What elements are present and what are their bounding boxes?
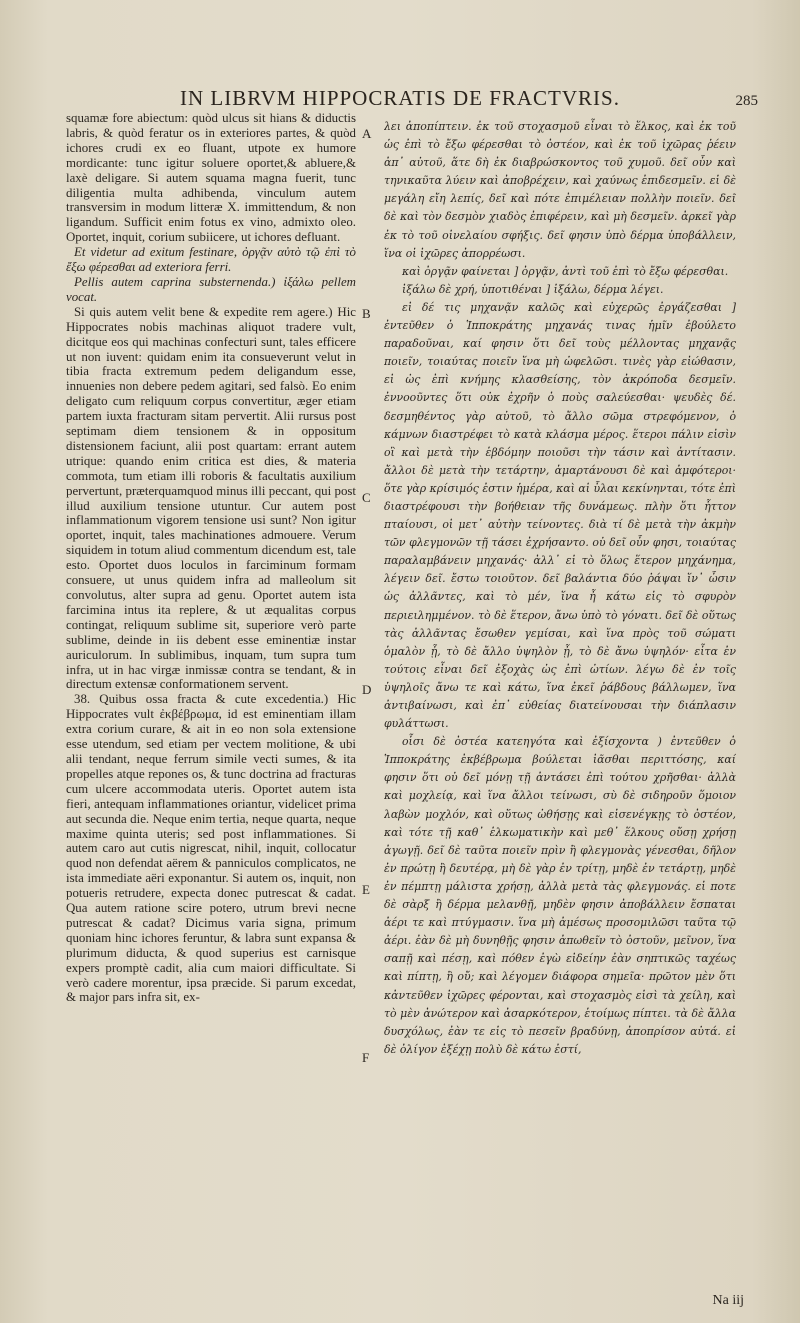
latin-paragraph: Si quis autem velit bene & expedite rem agere.) Hic Hippocrates nobis machinas aliquot tradere vult, dicitque eos qui machinas confecturi sunt, tales efficere ut non iuvent: quidam enim ita consueverunt velut in tibia fracta extremum pedem deligandum esse, innuenies non debere pedem agitari, sed falsò. Eo enim deligato cum reliquum corpus convertitur, æger etiam partem iuxta fracturam sitam pervertit. Alii rursus post septimam diem tensionem & in oppositum distensionem faciunt, alii post quartam: errant autem utrique: quando enim critica est dies, & materia commota, tum etiam illi roboris & facultatis auxilium pervertunt, præterquamquod minus illi peccant, qui post illud auxilium tensione utuntur. Cur autem post inflammationum vigorem tensione usi sunt? Non igitur oportet, inquit, tales machinationes admouere. Verum siquidem in totum aliud commentum dicendum est, tale esto. Oportet duos loculos in farciminum formam consuere, ut unus quidem infra ad malleolum sit convolutus, alter supra ad genu. Oportet autem ista farcimina intus ita replere, & ut æqualitas corpus contingat, reliquum sublime sit, superiore verò parte sublime, deinde in iis debent esse eminentiæ instar auriculorum. In sublimibus, inquam, tum supra tum infra, ut in hac virgæ inmissæ contra se tendant, & in directum extensæ conformationem servent.: [66, 304, 356, 692]
signature-mark: Na iij: [712, 1293, 744, 1308]
margin-letter: C: [362, 490, 371, 505]
greek-column: [384, 118, 736, 1293]
margin-letter: E: [362, 882, 370, 897]
greek-paragraph: εἰ δέ τις μηχανᾷν καλῶς καὶ εὐχερῶς ἐργάζεσθαι ] ἐντεῦθεν ὁ Ἱπποκράτης μηχανάς τινας ἡμῖν ἐβούλετο παραδοῦναι, καί φησιν ὅτι δεῖ τοὺς μέλλοντας μηχανᾷς ποιεῖν, τοιαύτας ποιεῖν ἵνα μὴ ὠφελῶσι. τινὲς γὰρ εἰώθασιν, εἰ ὡς ἐπὶ κνήμης κλασθείσης, τὸν ἀκρόποδα δεσμεῖν. ἐννοοῦντες ὅτι οὐκ ἐχρῆν ὁ ποὺς σαλεύεσθαι· ψευδὲς δέ. δεσμηθέντος γὰρ αὐτοῦ, τὸ ἄλλο σῶμα στρεφόμενον, ὁ κάμνων διαστρέφει τὸ κατὰ κλάσμα μέρος. ἕτεροι πάλιν εἰσὶν οἳ καὶ μετὰ τὴν ἑβδόμην ποιοῦσι τὴν τάσιν καὶ ἀντίτασιν. ἄλλοι δὲ μετὰ τὴν τετάρτην, ἁμαρτάνουσι δὲ καὶ ἀμφότεροι· ὅτε γὰρ κρίσιμός ἐστιν ἡμέρα, καὶ αἱ ὗλαι κεκίνηνται, τότε ἐπὶ διαστρέφουσι τὴν βοήθειαν τῆς δυνάμεως. πλὴν ὅτι ἧττον πταίουσι, οἱ μετ᾽ αὐτὴν τείνοντες. διὰ τί δὲ μετὰ τὴν ἀκμὴν τῶν φλεγμονῶν τῇ τάσει ἐχρήσαντο. οὐ δεῖ οὖν φησι, τοιαύτας παραλαμβάνειν μηχανάς· ἀλλ᾽ εἰ τὸ ὅλως ἕτερον μηχάνημα, λέγειν δεῖ. ἔστω τοιοῦτον. δεῖ βαλάντια δύο ῥάψαι ἵν᾽ ὦσιν ὡς ἀλλᾶντες, καὶ τὸ μέν, ἵνα ἦ κάτω εἰς τὸ σφυρὸν περιειλημμένον. τὸ δὲ ἕτερον, ἄνω ὑπὸ τὸ γόνατι. δεῖ δὲ οὕτως τὰς ἀλλᾶντας ἔσωθεν γεμίσαι, καὶ ἵνα πρὸς τοῦ σώματι ὁμαλὸν ᾖ, τὸ δὲ ἄλλο ὑψηλὸν ᾖ, τὸ δὲ ἄνω ὑψηλόν· εἶτα ἐν τούτοις εἶναι δεῖ ἐξοχὰς ὡς ἐπὶ ὠτίων. λέγω δὲ ἐν τοῖς ὑψηλοῖς ἄνω τε καὶ κάτω, ἵνα ἐκεῖ ῥάβδους βάλλωμεν, ἵνα ἀντιβαίνωσι, καὶ ἐπ᾽ εὐθείας διατείνουσαι τὴν διάπλασιν φυλάττωσι.: [384, 300, 736, 731]
margin-letter: B: [362, 306, 371, 321]
latin-paragraph: Et videtur ad exitum festinare, ὀργᾷν αὐτὸ τῷ ἐπὶ τὸ ἔξω φέρεσθαι ad exteriora ferri.: [66, 245, 356, 275]
latin-column: [66, 111, 356, 1291]
greek-paragraph: καὶ ὀργᾷν φαίνεται ] ὀργᾷν, ἀντὶ τοῦ ἐπὶ τὸ ἔξω φέρεσθαι.: [402, 264, 729, 278]
greek-paragraph: οἷσι δὲ ὀστέα κατεηγότα καὶ ἐξίσχοντα ) ἐντεῦθεν ὁ Ἱπποκράτης ἐκβέβρωμα βούλεται ἰᾶσθαι περιττόσης, καί φησιν ὅτι οὐ δεῖ μόνῃ τῇ ἀντάσει ἐπὶ τούτου χρῆσθαι· ἀλλὰ καὶ μοχλείᾳ, καὶ ἵνα ἄλλοι τείνωσι, σὺ δὲ σιδηροῦν ὅμοιον λαβὼν μοχλόν, καὶ οὕτως ὠθήσῃς καὶ εἰσενέγκῃς τὸ ὀστέον, καὶ τότε τῇ καθ᾽ ἑλκωματικὴν καὶ μεθ᾽ ἕλκους οὔσῃ χρήσῃ ἀγωγῇ. δεῖ δὲ ταῦτα ποιεῖν πρὶν ἢ φλεγμονὰς γένεσθαι, δῆλον ἐν πρώτῃ ἢ δευτέρᾳ, μὴ δὲ γὰρ ἐν τρίτῃ, μηδὲ ἐν τετάρτῃ, μηδὲ ἐν πέμπτῃ μάλιστα χρήσῃ, ἀλλὰ μετὰ τὰς φλεγμονάς. εἰ ποτε δὲ σὰρξ ἢ δέρμα μελανθῇ, μηδὲν φησιν ἀποβάλλειν ἔσπαται ἀέρι τε καὶ πτύγμασιν. ἵνα μὴ ἀμέσως προσομιλῶσι ταῦτα τῷ ἀέρι. ἐὰν δὲ μὴ δυνηθῇς φησιν ἀπωθεῖν τὸ ὀστοῦν, μεῖνον, ἵνα σαπῇ καὶ πέσῃ, καὶ πόθεν ἐγὼ εἰδείην ἐὰν σηπτικῶς ταχέως καὶ πίπτῃ, ἢ οὔ; καὶ λέγομεν διάφορα σημεῖα· πρῶτον μὲν ὅτι κἀντεῦθεν ἰχῶρες φέρονται, καὶ στοχασμὸς εἰσὶ τὰ χείλη, καὶ τὸ μὲν ἀνώτερον καὶ ἀσαρκότερον, ἑτοίμως πίπτει. τὰ δὲ ἄλλα δυσχόλως, ἐὰν τε εἰς τὸ πεσεῖν βραδύνῃ, ἀποπρίσον αὐτά. εἰ δὲ ὀλίγον ἐξέχῃ πολὺ δὲ κάτω ἐστί,: [384, 735, 736, 1056]
page-number: 285: [735, 93, 758, 109]
greek-paragraph: ἰξάλω δὲ χρή, ὑποτιθέναι ] ἰξάλω, δέρμα λέγει.: [402, 282, 664, 296]
margin-letter: F: [362, 1050, 370, 1065]
latin-paragraph: squamæ fore abiectum: quòd ulcus sit hians & diductis labris, & quòd feratur os in exteriores partes, & quòd ichores crudi ex eo fluant, utpote ex humore mordicante: tunc igitur soluere oportet,& abluere,& laxè deligare. Si autem squama magna fuerit, tunc diligentia multa adhibenda, vinculum autem transversim in modum litteræ X. immittendum, & non ligandum. Sufficit enim fotus ex vino, admixto oleo. Oportet, inquit, corium subiicere, ut ichores defluant.: [66, 111, 356, 245]
margin-letter: D: [362, 682, 372, 697]
running-title: IN LIBRVM HIPPOCRATIS DE FRACTVRIS.: [180, 86, 620, 110]
latin-paragraph: 38. Quibus ossa fracta & cute excedentia.) Hic Hippocrates vult ἐκβέβρωμα, id est eminentiam illam extra corium curare, & ait in eo non sola extensione esse utendum, sed etiam per vectem molitione, & ubi alii tendant, neque ferrum simile vecti sumes, & ita propelles atque repones os, & tunc doctrina ad fracturas cum ulcere accommodata uteris. Oportet autem ista fieri, antequam inflammationes oriantur, videlicet prima aut secunda die. Neque enim tertia, neque quarta, neque maxime quinta uteris; sed post inflammationes. Si autem caro aut cutis nigrescat, nihil, inquit, collocatur quod non defendat aërem & panniculos complicatos, ne ista immediate aëri exponantur. Si autem os, inquit, non potueris retrudere, expecta donec putrescat & cadat. Qua autem ratione scire potero, utrum brevi necne putrescat & cadat? Dicimus varia signa, primum quoniam hinc ichores feruntur, & labra sunt expansa & plurimum diducta, & quod superius est carnisque expers promptè cadit, alia cum maiori difficultate. Si verò cadere morentur, ipsa præcide. Si parum excedat, & major pars infra sit, ex-: [66, 692, 356, 1005]
greek-paragraph: λει ἀποπίπτειν. ἐκ τοῦ στοχασμοῦ εἶναι τὸ ἕλκος, καὶ ἐκ τοῦ ὡς ἐπὶ τὸ ἔξω φέρεσθαι τὸ ὀστέον, καὶ ἐκ τοῦ ἰχῶρας ῥέειν ἀπ᾽ αὐτοῦ, ἅτε δὴ ἐκ διαβρώσκοντος τοῦ χυμοῦ. δεῖ οὖν καὶ τηνικαῦτα λύειν καὶ ἀποβρέχειν, καὶ χαύνως ἐπιδεσμεῖν. εἰ δὲ μεγάλη εἴη λεπίς, δεῖ καὶ πότε ἐπιμέλειαν πολλὴν ποιεῖν. δεῖ δὲ καὶ τὸν δεσμὸν χιαδὸς ἐπιφέρειν, καὶ μὴ δεσμεῖν. ἀρκεῖ γὰρ ἐκ τὸ τοῦ οἰνελαίου σφήξις. δεῖ φησιν ὑπὸ δέρμα ὑποβάλλειν, ἵνα οἱ ἰχῶρες ἀπορρέωσι.: [384, 120, 736, 260]
margin-letter: A: [362, 126, 372, 141]
latin-paragraph: Pellis autem caprina substernenda.) ἰξάλω pellem vocat.: [66, 274, 356, 304]
